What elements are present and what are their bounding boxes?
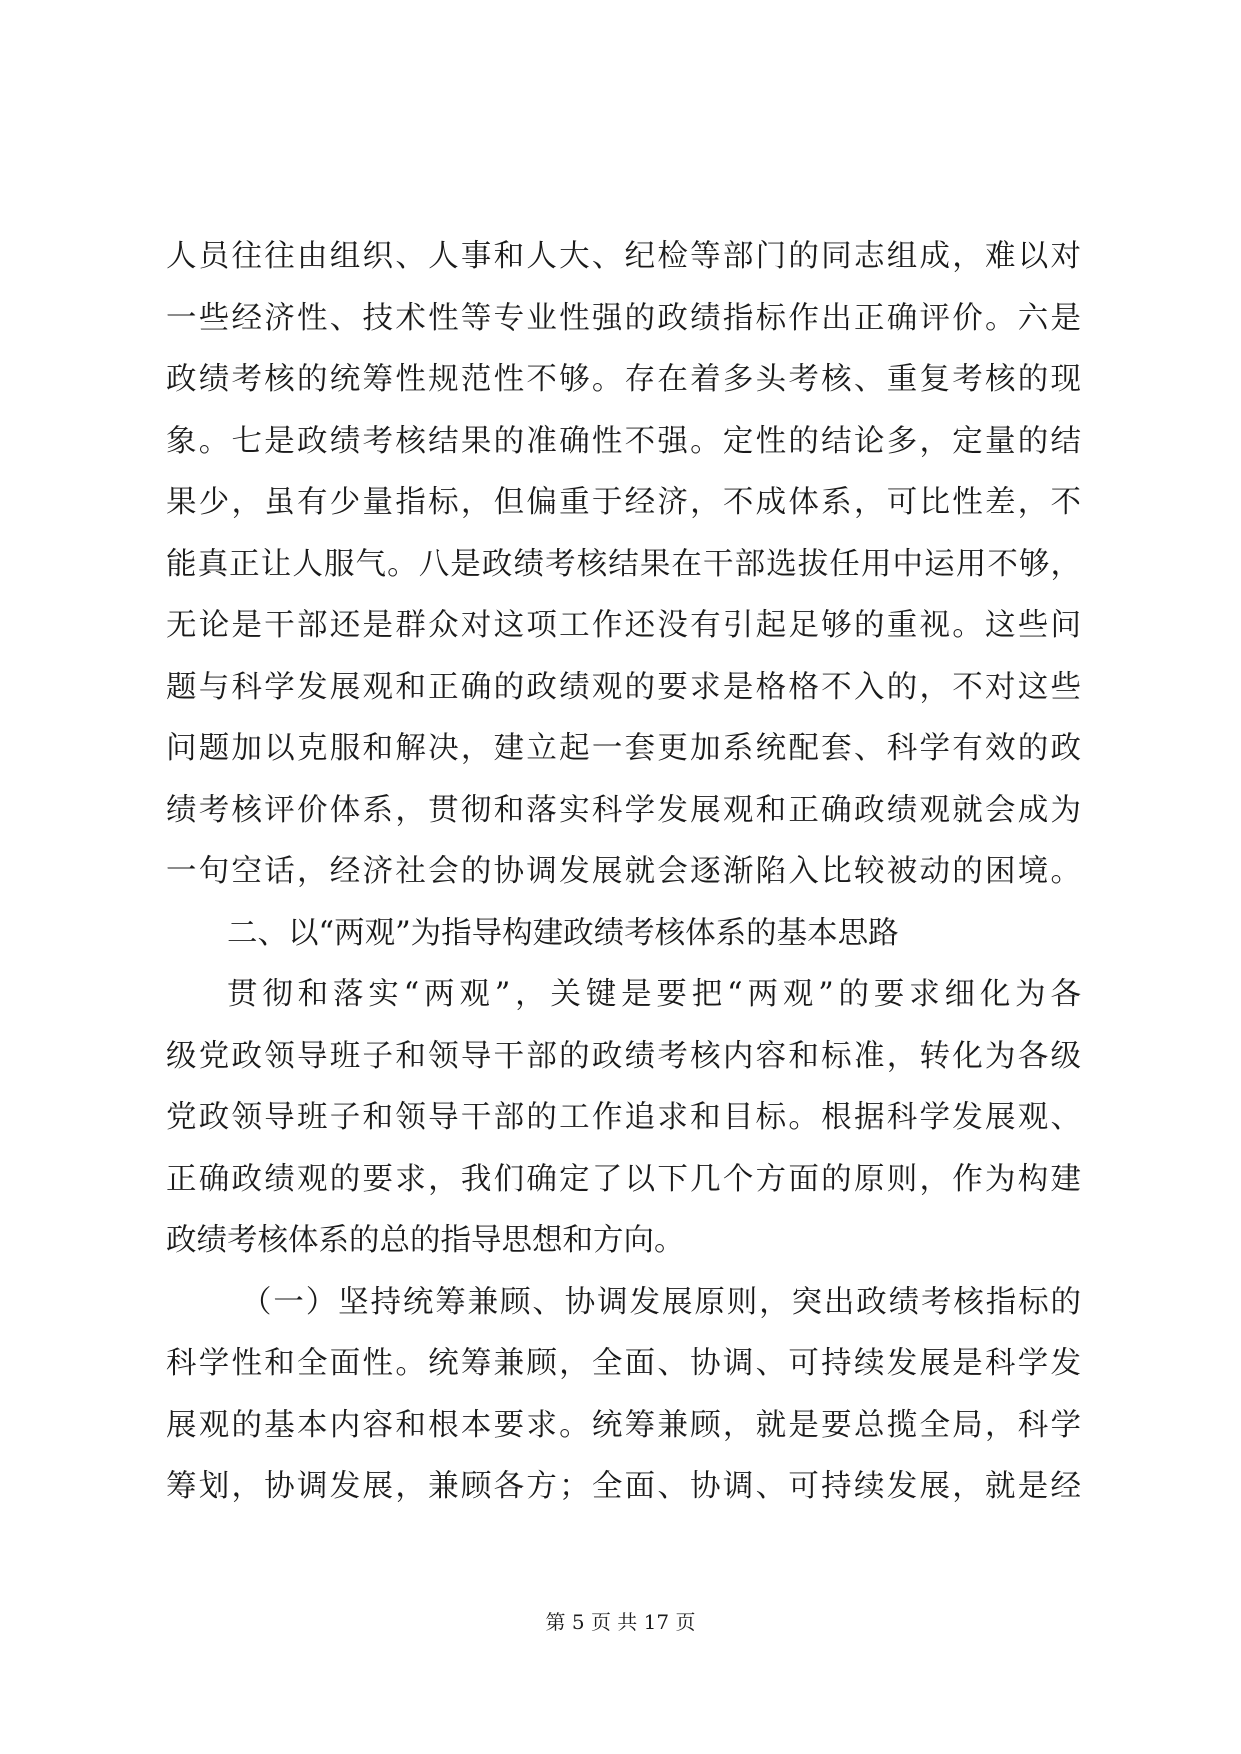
text-line: 题与科学发展观和正确的政绩观的要求是格格不入的，不对这些 [166, 669, 1081, 705]
page-number-footer: 第 5 页 共 17 页 [545, 1610, 696, 1634]
text-line: 贯彻和落实“两观”，关键是要把“两观”的要求细化为各 [227, 977, 1081, 1012]
subsection-heading: （一）坚持统筹兼顾、协调发展原则，突出政绩考核指标的 [241, 1284, 1081, 1320]
text-line: 正确政绩观的要求，我们确定了以下几个方面的原则，作为构建 [166, 1161, 1081, 1197]
text-line: 筹划，协调发展，兼顾各方；全面、协调、可持续发展，就是经 [166, 1469, 1081, 1504]
section-heading: 二、以“两观”为指导构建政绩考核体系的基本思路 [227, 915, 899, 951]
text-line: 问题加以克服和解决，建立起一套更加系统配套、科学有效的政 [166, 731, 1081, 766]
body-text [166, 226, 1081, 1518]
text-line: 政绩考核体系的总的指导思想和方向。 [166, 1223, 685, 1258]
text-line: 展观的基本内容和根本要求。统筹兼顾，就是要总揽全局，科学 [166, 1407, 1081, 1443]
text-line: 政绩考核的统筹性规范性不够。存在着多头考核、重复考核的现 [166, 362, 1081, 397]
text-line: 人员往往由组织、人事和人大、纪检等部门的同志组成，难以对 [166, 239, 1081, 274]
text-line: 果少，虽有少量指标，但偏重于经济，不成体系，可比性差，不 [166, 485, 1081, 520]
text-line: 象。七是政绩考核结果的准确性不强。定性的结论多，定量的结 [166, 423, 1081, 459]
text-line: 一句空话，经济社会的协调发展就会逐渐陷入比较被动的困境。 [166, 854, 1081, 889]
text-line: 党政领导班子和领导干部的工作追求和目标。根据科学发展观、 [166, 1100, 1081, 1135]
text-line: 能真正让人服气。八是政绩考核结果在干部选拔任用中运用不够， [166, 546, 1081, 582]
text-line: 级党政领导班子和领导干部的政绩考核内容和标准，转化为各级 [166, 1038, 1081, 1074]
text-line: 绩考核评价体系，贯彻和落实科学发展观和正确政绩观就会成为 [166, 792, 1081, 828]
text-line: 科学性和全面性。统筹兼顾，全面、协调、可持续发展是科学发 [166, 1346, 1081, 1381]
text-line: 无论是干部还是群众对这项工作还没有引起足够的重视。这些问 [166, 608, 1081, 643]
text-line: 一些经济性、技术性等专业性强的政绩指标作出正确评价。六是 [166, 300, 1081, 336]
